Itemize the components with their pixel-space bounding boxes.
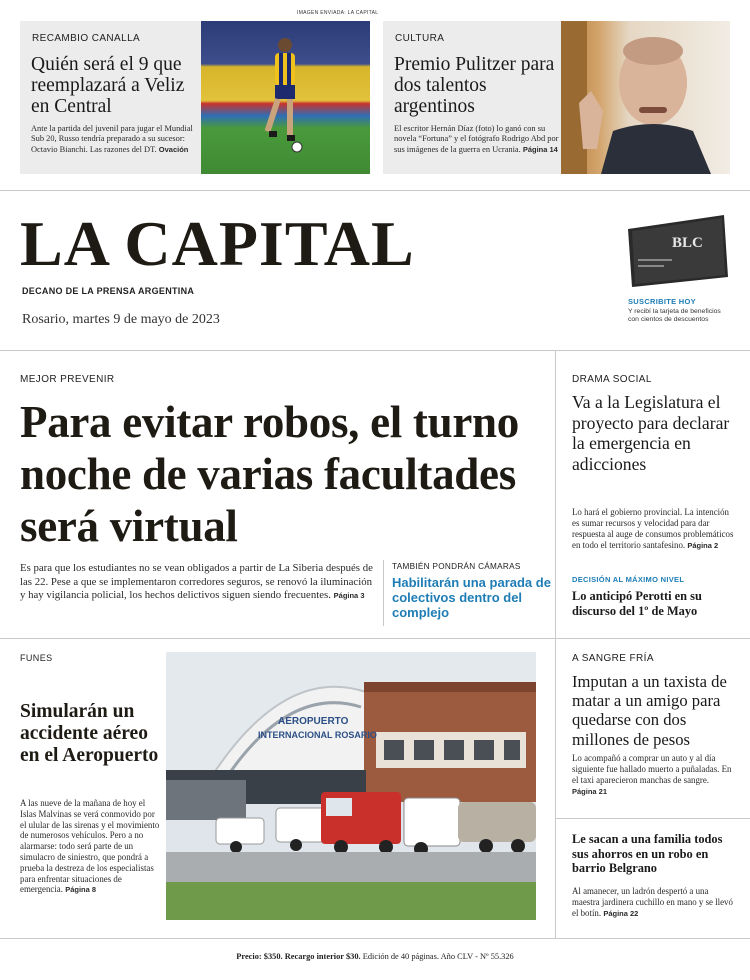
drama-sub-kicker: DECISIÓN AL MÁXIMO NIVEL: [572, 575, 685, 584]
divider: [0, 350, 750, 351]
funes-body: A las nueve de la mañana de hoy el Islas Malvinas se verá conmovido por el ulular de las sirenas y el movimiento de numerosos vehículos. Pero a no alarmarse: todo será parte de un simulacro de siniestro, que pondrá a prueba la destreza de los especialistas para enfrentar situaciones de emergencia. Página 8: [20, 798, 160, 895]
dateline: Rosario, martes 9 de mayo de 2023: [22, 312, 220, 327]
airport-photo: [166, 652, 536, 920]
sangre-headline[interactable]: Imputan a un taxista de matar a un amigo para quedarse con dos millones de pesos: [572, 672, 727, 749]
image-credit: IMAGEN ENVIADA: LA CAPITAL: [297, 10, 379, 16]
airport-sign-line1: AEROPUERTO: [278, 716, 349, 727]
divider: [0, 938, 750, 939]
teaser-kicker: RECAMBIO CANALLA: [32, 33, 141, 44]
sangre-body: Lo acompañó a comprar un auto y al día siguiente fue hallado muerto a puñaladas. En el taxi aparecieron manchas de sangre. Página 21: [572, 753, 732, 796]
drama-headline[interactable]: Va a la Legislatura el proyecto para declarar la emergencia en adicciones: [572, 392, 730, 474]
drama-sub-headline[interactable]: Lo anticipó Perotti en su discurso del 1º de Mayo: [572, 589, 702, 618]
top-teaser-strip: [0, 0, 750, 190]
teaser-pulitzer[interactable]: [383, 21, 730, 174]
airport-scene-icon: [166, 652, 536, 920]
masthead: [0, 190, 750, 350]
sangre-page-ref: Página 21: [572, 787, 608, 796]
teaser-headline: Quién será el 9 que reemplazará a Veliz en Central: [31, 54, 185, 117]
funes-kicker: FUNES: [20, 653, 53, 663]
belgrano-headline[interactable]: Le sacan a una familia todos sus ahorros en un robo en barrio Belgrano: [572, 832, 723, 876]
price-footer: Precio: $350. Recargo interior $30. Edición de 40 páginas. Año CLV - Nº 55.326: [236, 952, 514, 961]
writer-portrait-photo: [561, 21, 730, 174]
lead-headline[interactable]: Para evitar robos, el turno noche de varias facultades será virtual: [20, 397, 519, 551]
soccer-player-icon: [263, 35, 303, 155]
belgrano-body: Al amanecer, un ladrón despertó a una maestra jardinera cuchillo en mano y se llevó el botín. Página 22: [572, 886, 733, 918]
divider: [0, 638, 555, 639]
subscribe-link[interactable]: SUSCRIBITE HOY: [628, 297, 696, 306]
benefits-card-icon[interactable]: [628, 215, 728, 287]
subscribe-note: Y recibí la tarjeta de beneficios con cientos de descuentos: [628, 308, 721, 324]
divider: [555, 638, 750, 639]
teaser-body: Ante la partida del juvenil para jugar el Mundial Sub 20, Russo tendría preparado a su sucesor: Octavio Bianchi. Las razones del DT. Ovación: [31, 124, 193, 154]
related-kicker: TAMBIÉN PONDRÁN CÁMARAS: [392, 562, 521, 571]
divider: [555, 818, 750, 819]
drama-page-ref: Página 2: [687, 541, 719, 550]
belgrano-page-ref: Página 22: [603, 909, 639, 918]
card-label: BLC: [672, 235, 703, 251]
sangre-kicker: A SANGRE FRÍA: [572, 653, 654, 664]
drama-body: Lo hará el gobierno provincial. La intención es sumar recursos y velocidad para dar respuesta al auge de consumos problemáticos en todo el territorio santafesino. Página 2: [572, 507, 734, 550]
portrait-figure-icon: [561, 21, 730, 174]
divider: [383, 560, 384, 626]
tagline: DECANO DE LA PRENSA ARGENTINA: [22, 286, 195, 296]
drama-kicker: DRAMA SOCIAL: [572, 374, 652, 385]
newspaper-logo[interactable]: LA CAPITAL: [20, 208, 415, 279]
teaser-body: El escritor Hernán Díaz (foto) lo ganó con su novela “Fortuna” y el fotógrafo Rodrigo Abd por sus imágenes de la guerra en Ucrania. Página 14: [394, 124, 559, 154]
airport-sign-line2: INTERNACIONAL ROSARIO: [258, 730, 377, 740]
teaser-central[interactable]: [20, 21, 370, 174]
funes-page-ref: Página 8: [65, 885, 97, 895]
column-divider: [555, 350, 556, 938]
soccer-player-photo: [201, 21, 370, 174]
lead-kicker: MEJOR PREVENIR: [20, 374, 115, 385]
lead-body: Es para que los estudiantes no se vean obligados a partir de La Siberia después de las 22. Pese a que se implementaron corredores seguros, se renovó la iluminación y hay vigilancia policial, los hechos delictivos siguen siendo frecuentes. Página 3: [20, 562, 373, 602]
lead-page-ref: Página 3: [333, 591, 365, 601]
teaser-headline: Premio Pulitzer para dos talentos argentinos: [394, 54, 555, 117]
teaser-kicker: CULTURA: [395, 33, 445, 44]
teaser-page-ref: Ovación: [158, 144, 189, 154]
funes-headline[interactable]: Simularán un accidente aéreo en el Aeropuerto: [20, 701, 159, 766]
related-headline[interactable]: Habilitarán una parada de colectivos dentro del complejo: [392, 575, 551, 620]
teaser-page-ref: Página 14: [522, 144, 558, 154]
